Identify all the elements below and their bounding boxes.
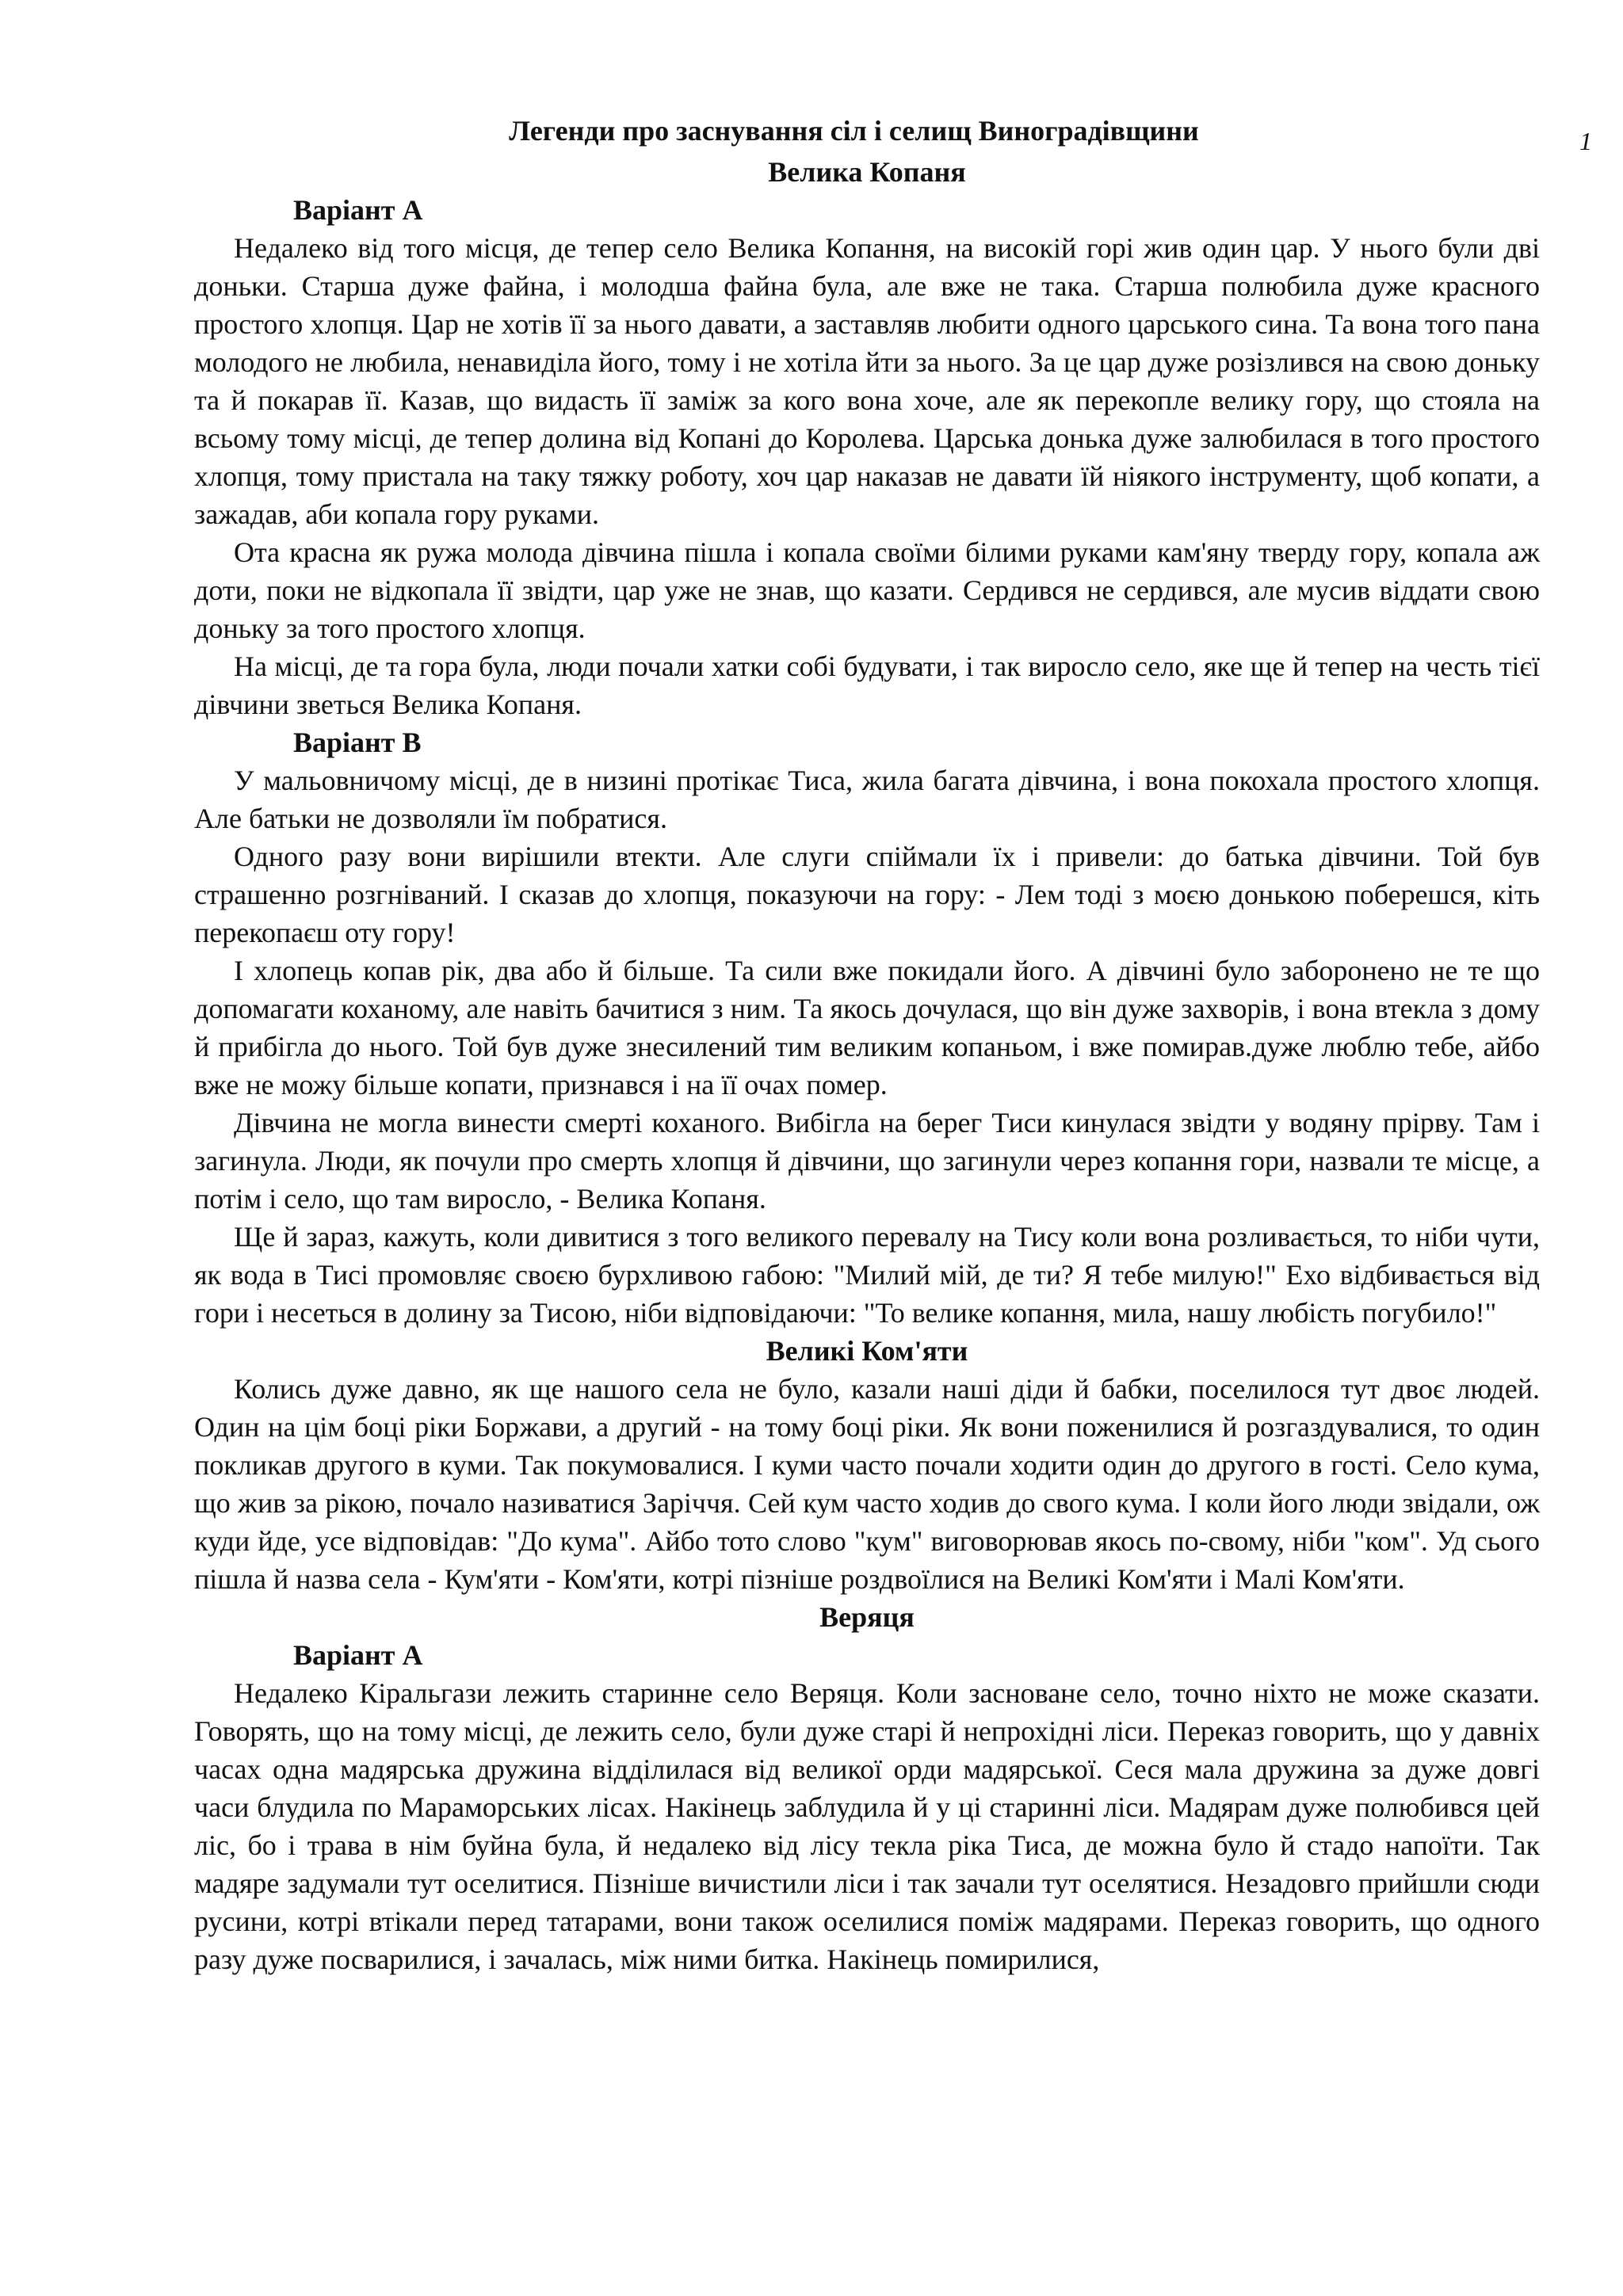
document-title: Легенди про заснування сіл і селищ Виноградівщини <box>509 115 1199 147</box>
paragraph: Недалеко від того місця, де тепер село Велика Копання, на високій горі жив один цар. У нього були дві доньки. Старша дуже файна, і молодша файна була, але вже не така. Старша полюбила дуже красного простого хлопця. Цар не хотів її за нього давати, а заставляв любити одного царського сина. Та вона того пана молодого не любила, ненавиділа його, тому і не хотіла йти за нього. За це цар дуже розізлився на свою доньку та й покарав її. Казав, що видасть її заміж за кого вона хоче, але як перекопле велику гору, що стояла на всьому тому місці, де тепер долина від Копані до Королева. Царська донька дуже залюбилася в того простого хлопця, тому пристала на таку тяжку роботу, хоч цар наказав не давати їй ніякого інструменту, щоб копати, а зажадав, аби копала гору руками. <box>194 232 1540 530</box>
variant-heading-a: Варіант А <box>293 194 423 226</box>
document-body <box>194 153 1540 1978</box>
paragraph: Ще й зараз, кажуть, коли дивитися з того великого перевалу на Тису коли вона розливається, то ніби чути, як вода в Тисі промовляє своєю бурхливою габою: "Милий мій, де ти? Я тебе милую!" Ехо відбивається від гори і несеться в долину за Тисою, ніби відповідаючи: "То велике копання, мила, нашу любість погубило!" <box>194 1221 1540 1329</box>
paragraph: Недалеко Кіральгази лежить старинне село Веряця. Коли засноване село, точно ніхто не може сказати. Говорять, що на тому місці, де лежить село, були дуже старі й непрохідні ліси. Переказ говорить, що у давніх часах одна мадярська дружина відділилася від великої орди мадярської. Сеся мала дружина за дуже довгі часи блудила по Мараморських лісах. Накінець заблудила й у ці старинні ліси. Мадярам дуже полюбився цей ліс, бо і трава в нім буйна була, й недалеко від лісу текла ріка Тиса, де можна було й стадо напоїти. Так мадяре задумали тут оселитися. Пізніше вичистили ліси і так зачали тут оселятися. Незадовго прийшли сюди русини, котрі втікали перед татарами, вони також оселилися поміж мадярами. Переказ говорить, що одного разу дуже посварилися, і зачалась, між ними битка. Накінець помирилися, <box>194 1677 1540 1975</box>
section-heading-velyki-komyaty: Великі Ком'яти <box>766 1335 968 1367</box>
paragraph: І хлопець копав рік, два або й більше. Та сили вже покидали його. А дівчині було заборонено не те що допомагати коханому, але навіть бачитися з ним. Та якось дочулася, що він дуже захворів, і вона втекла з дому й прибігла до нього. Той був дуже знесилений тим великим копаньом, і вже помирав.дуже люблю тебе, айбо вже не можу більше копати, признався і на її очах помер. <box>194 955 1540 1100</box>
paragraph: Колись дуже давно, як ще нашого села не було, казали наші діди й бабки, поселилося тут двоє людей. Один на цім боці ріки Боржави, а другий - на тому боці ріки. Як вони поженилися й розгаздувалися, то один покликав другого в куми. Так покумовалися. І куми часто почали ходити один до другого в гості. Село кума, що жив за рікою, почало називатися Заріччя. Сей кум часто ходив до свого кума. І коли його люди звідали, ож куди йде, усе відповідав: "До кума". Айбо тото слово "кум" виговорював якось по-свому, ніби "ком". Уд сього пішла й назва села - Кум'яти - Ком'яти, котрі пізніше роздвоїлися на Великі Ком'яти і Малі Ком'яти. <box>194 1373 1540 1595</box>
paragraph: На місці, де та гора була, люди почали хатки собі будувати, і так виросло село, яке ще й тепер на честь тієї дівчини зветься Велика Копаня. <box>194 650 1540 720</box>
section-heading-veryatsya: Веряця <box>819 1601 915 1633</box>
paragraph: У мальовничому місці, де в низині протікає Тиса, жила багата дівчина, і вона покохала простого хлопця. Але батьки не дозволяли їм побратися. <box>194 765 1540 834</box>
paragraph: Ота красна як ружа молода дівчина пішла і копала своїми білими руками кам'яну тверду гору, копала аж доти, поки не відкопала її звідти, цар уже не знав, що казати. Сердився не сердився, але мусив віддати свою доньку за того простого хлопця. <box>194 536 1540 644</box>
paragraph: Одного разу вони вирішили втекти. Але слуги спіймали їх і привели: до батька дівчини. Той був страшенно розгніваний. І сказав до хлопця, показуючи на гору: - Лем тоді з моєю донькою поберешся, кіть перекопаєш оту гору! <box>194 841 1540 948</box>
variant-heading-b: Варіант В <box>293 727 422 758</box>
section-heading-velyka-kopanya: Велика Копаня <box>768 156 966 188</box>
paragraph: Дівчина не могла винести смерті коханого. Вибігла на берег Тиси кинулася звідти у водяну прірву. Там і загинула. Люди, як почули про смерть хлопця й дівчини, що загинули через копання гори, назвали те місце, а потім і село, що там виросло, - Велика Копаня. <box>194 1107 1540 1215</box>
variant-heading-a: Варіант А <box>293 1639 423 1671</box>
page-number: 1 <box>1579 127 1592 155</box>
